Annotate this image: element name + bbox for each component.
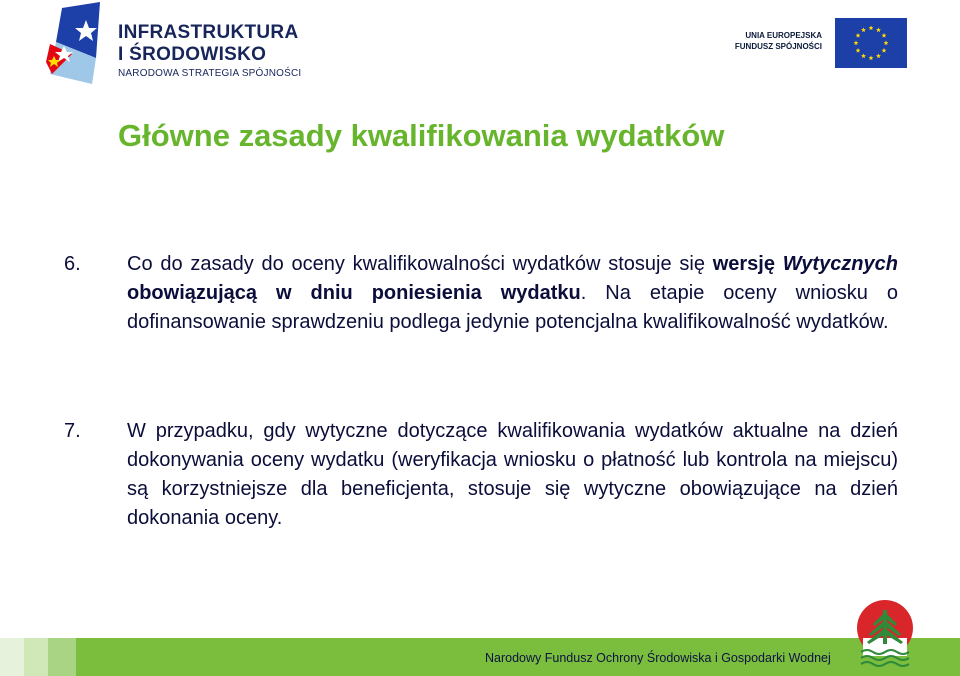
logo-text-block <box>118 22 301 82</box>
eu-label <box>735 30 822 52</box>
footer-bar-segment <box>0 638 24 676</box>
nfosigw-logo-icon <box>853 598 917 668</box>
footer-bar-segment <box>48 638 76 676</box>
item-number: 7. <box>64 420 81 442</box>
eu-flag-icon <box>835 18 907 68</box>
item-bold-in-force: obowiązującą w dniu poniesienia wydatku <box>127 282 581 304</box>
page-title: Główne zasady kwalifikowania wydatków <box>118 118 725 153</box>
nss-logo-icon <box>42 2 112 84</box>
eu-label-line-1: UNIA EUROPEJSKA <box>745 31 822 40</box>
logo-line-2: I ŚRODOWISKO <box>118 44 267 65</box>
footer-bar-segment <box>24 638 48 676</box>
item-text: W przypadku, gdy wytyczne dotyczące kwalifikowania wydatków aktualne na dzień dokonywania oceny wydatku (weryfikacja wniosku o płatność lub kontrola na miejscu) są korzystniejsze dla beneficjenta, stosuje się wytyczne obowiązujące na dzień dokonania oceny. <box>127 420 898 529</box>
logo-line-1: INFRASTRUKTURA <box>118 22 299 43</box>
item-text-start: Co do zasady do oceny kwalifikowalności wydatków stosuje się <box>127 253 713 275</box>
logo-line-3: NARODOWA STRATEGIA SPÓJNOŚCI <box>118 68 302 79</box>
eu-label-line-2: FUNDUSZ SPÓJNOŚCI <box>734 42 822 51</box>
item-bold-version: wersję <box>712 253 783 275</box>
item-text-end: . Na etapie oceny wniosku o dofinansowanie sprawdzeniu podlega jedynie potencjalna kwalifikowalność wydatków. <box>127 282 898 333</box>
footer-text: Narodowy Fundusz Ochrony Środowiska i Gospodarki Wodnej <box>485 651 831 665</box>
list-item <box>64 250 898 337</box>
list-item <box>64 417 898 533</box>
item-number: 6. <box>64 253 81 275</box>
item-text <box>127 250 898 337</box>
infrastruktura-logo <box>42 2 322 84</box>
item-bold-italic-guidelines: Wytycznych <box>782 253 898 275</box>
